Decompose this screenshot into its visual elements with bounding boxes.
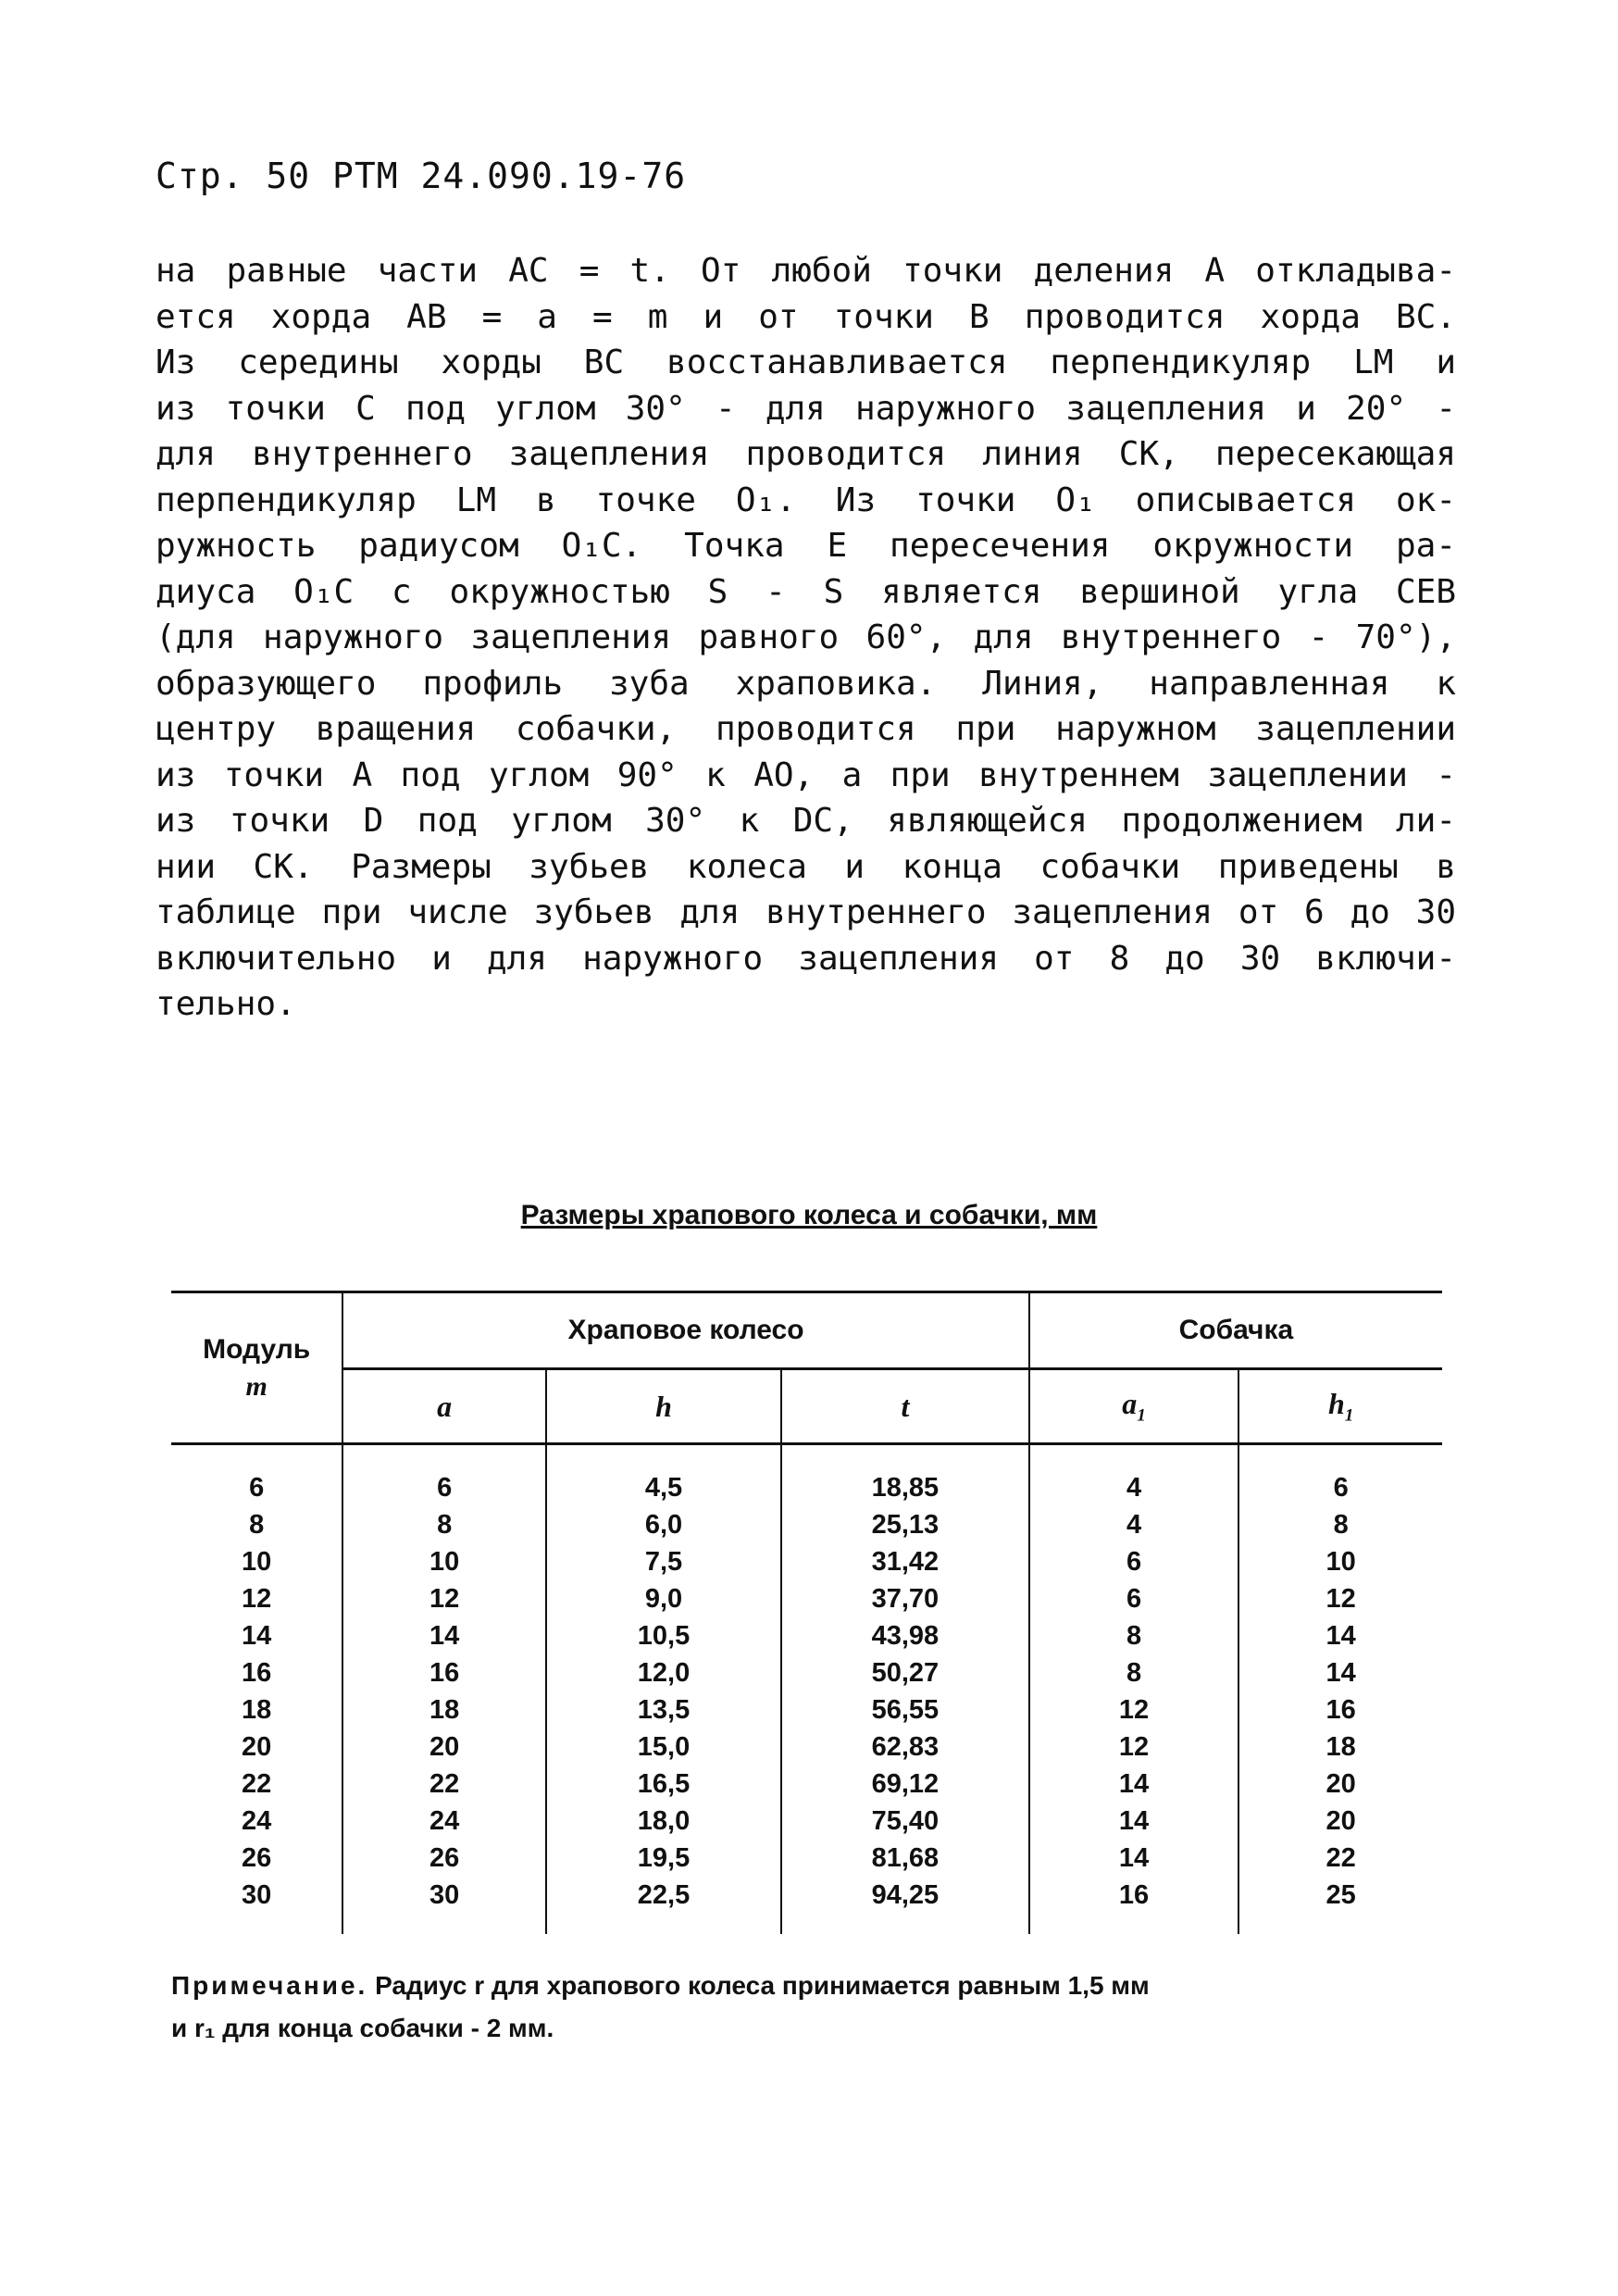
text-line: для внутреннего зацепления проводится линия СК, пересекающая bbox=[156, 435, 1456, 473]
table-row bbox=[171, 1444, 1442, 1507]
table-cell: 4,5 bbox=[546, 1444, 781, 1507]
table-cell: 31,42 bbox=[781, 1543, 1029, 1580]
table-cell: 22 bbox=[1238, 1840, 1442, 1877]
table-cell: 14 bbox=[1238, 1654, 1442, 1691]
table-cell: 15,0 bbox=[546, 1728, 781, 1766]
table-cell: 12 bbox=[342, 1580, 546, 1617]
table-cell: 12 bbox=[242, 1583, 272, 1614]
table-cell: 18 bbox=[342, 1691, 546, 1728]
table-cell: 22,5 bbox=[546, 1877, 781, 1934]
table-cell: 19,5 bbox=[546, 1840, 781, 1877]
text-line: ружность радиусом О₁С. Точка Е пересечения окружности ра- bbox=[156, 527, 1456, 565]
table-row bbox=[171, 1840, 1442, 1877]
table-cell: 14 bbox=[342, 1617, 546, 1654]
table-cell: 25 bbox=[1238, 1877, 1442, 1934]
column-header-h1 bbox=[1238, 1369, 1442, 1444]
a1-symbol: a bbox=[1122, 1386, 1138, 1420]
column-header-a1 bbox=[1029, 1369, 1239, 1444]
text-line: Из середины хорды ВС восстанавливается перпендикуляр LM и bbox=[156, 343, 1456, 381]
note-text-1: Радиус r для храпового колеса принимается равным 1,5 мм bbox=[375, 1971, 1150, 2000]
table-cell: 14 bbox=[1029, 1766, 1239, 1803]
text-line: перпендикуляр LM в точке О₁. Из точки О₁ описывается ок- bbox=[156, 480, 1456, 519]
table-cell: 30 bbox=[342, 1877, 546, 1934]
table-cell: 18 bbox=[242, 1694, 272, 1725]
table-cell: 10 bbox=[1238, 1543, 1442, 1580]
table-row bbox=[171, 1691, 1442, 1728]
table-cell: 30 bbox=[242, 1879, 272, 1910]
text-line: тельно. bbox=[156, 985, 296, 1023]
table-row bbox=[171, 1728, 1442, 1766]
table-cell: 26 bbox=[242, 1842, 272, 1873]
table-cell: 6,0 bbox=[546, 1506, 781, 1543]
table-row bbox=[171, 1654, 1442, 1691]
column-header-t: t bbox=[781, 1369, 1029, 1444]
table-cell: 24 bbox=[242, 1805, 272, 1836]
column-header-module bbox=[171, 1292, 342, 1444]
table-cell: 6 bbox=[249, 1472, 265, 1503]
table-cell: 10,5 bbox=[546, 1617, 781, 1654]
table-cell: 16,5 bbox=[546, 1766, 781, 1803]
table-cell: 8 bbox=[1029, 1617, 1239, 1654]
text-line: на равные части АС = t. От любой точки деления А откладыва- bbox=[156, 252, 1456, 290]
table-row bbox=[171, 1543, 1442, 1580]
text-line: ется хорда АВ = a = m и от точки В проводится хорда ВС. bbox=[156, 297, 1456, 336]
table-cell: 62,83 bbox=[781, 1728, 1029, 1766]
table-cell: 20 bbox=[1238, 1766, 1442, 1803]
table-cell: 75,40 bbox=[781, 1803, 1029, 1840]
table-cell: 43,98 bbox=[781, 1617, 1029, 1654]
table-cell: 20 bbox=[242, 1731, 272, 1762]
text-line: из точки А под углом 90° к АО, а при внутреннем зацеплении - bbox=[156, 755, 1456, 794]
table-cell: 22 bbox=[342, 1766, 546, 1803]
table-row bbox=[171, 1580, 1442, 1617]
table-cell: 18 bbox=[1238, 1728, 1442, 1766]
text-line: (для наружного зацепления равного 60°, для внутреннего - 70°), bbox=[156, 618, 1456, 656]
table-cell: 16 bbox=[242, 1657, 272, 1688]
table-cell: 8 bbox=[342, 1506, 546, 1543]
body-paragraph bbox=[156, 248, 1456, 1028]
column-header-a: a bbox=[342, 1369, 546, 1444]
table-cell: 4 bbox=[1029, 1506, 1239, 1543]
text-line: таблице при числе зубьев для внутреннего зацепления от 6 до 30 bbox=[156, 893, 1456, 931]
table-cell: 10 bbox=[342, 1543, 546, 1580]
table-cell: 6 bbox=[1029, 1580, 1239, 1617]
table-cell: 50,27 bbox=[781, 1654, 1029, 1691]
table-cell: 37,70 bbox=[781, 1580, 1029, 1617]
table-cell: 10 bbox=[242, 1546, 272, 1577]
table-caption bbox=[0, 1200, 1618, 1231]
table-cell: 14 bbox=[242, 1620, 272, 1651]
text-line: включительно и для наружного зацепления от 8 до 30 включи- bbox=[156, 939, 1456, 978]
h1-symbol: h bbox=[1327, 1386, 1345, 1420]
table-cell: 14 bbox=[1029, 1803, 1239, 1840]
table-cell: 6 bbox=[1029, 1543, 1239, 1580]
text-line: нии СК. Размеры зубьев колеса и конца собачки приведены в bbox=[156, 847, 1456, 886]
table-cell: 20 bbox=[1238, 1803, 1442, 1840]
table-cell: 81,68 bbox=[781, 1840, 1029, 1877]
table-cell: 8 bbox=[1238, 1506, 1442, 1543]
text-line: центру вращения собачки, проводится при наружном зацеплении bbox=[156, 710, 1456, 748]
table-cell: 4 bbox=[1029, 1444, 1239, 1507]
note-line-2: и r₁ для конца собачки - 2 мм. bbox=[171, 2014, 554, 2042]
table-cell: 25,13 bbox=[781, 1506, 1029, 1543]
table-note bbox=[171, 1965, 1458, 2050]
table-cell: 16 bbox=[1029, 1877, 1239, 1934]
table-cell: 18,0 bbox=[546, 1803, 781, 1840]
table-cell: 20 bbox=[342, 1728, 546, 1766]
table-row bbox=[171, 1877, 1442, 1934]
dimensions-table bbox=[171, 1291, 1442, 1934]
table-cell: 22 bbox=[242, 1768, 272, 1799]
table-body bbox=[171, 1444, 1442, 1935]
table-cell: 69,12 bbox=[781, 1766, 1029, 1803]
table-caption-text: Размеры храпового колеса и собачки, мм bbox=[520, 1200, 1098, 1230]
text-line: диуса О₁С с окружностью S - S является вершиной угла СЕВ bbox=[156, 572, 1456, 611]
table-cell: 14 bbox=[1029, 1840, 1239, 1877]
table-row bbox=[171, 1506, 1442, 1543]
note-label: Примечание. bbox=[171, 1971, 368, 2000]
table-cell: 26 bbox=[342, 1840, 546, 1877]
table-cell: 56,55 bbox=[781, 1691, 1029, 1728]
column-header-h: h bbox=[546, 1369, 781, 1444]
table-cell: 12,0 bbox=[546, 1654, 781, 1691]
table-cell: 12 bbox=[1029, 1728, 1239, 1766]
table-cell: 16 bbox=[342, 1654, 546, 1691]
dimensions-table-container bbox=[171, 1291, 1442, 1934]
table-cell: 14 bbox=[1238, 1617, 1442, 1654]
group-header-ratchet-wheel: Храповое колесо bbox=[342, 1292, 1028, 1369]
module-label: Модуль bbox=[203, 1333, 311, 1365]
text-line: образующего профиль зуба храповика. Линия, направленная к bbox=[156, 664, 1456, 703]
table-cell: 13,5 bbox=[546, 1691, 781, 1728]
table-cell: 8 bbox=[249, 1509, 265, 1540]
table-cell: 8 bbox=[1029, 1654, 1239, 1691]
note-line-1 bbox=[171, 1965, 1458, 2007]
text-line: из точки D под углом 30° к DC, являющейся продолжением ли- bbox=[156, 802, 1456, 840]
table-cell: 16 bbox=[1238, 1691, 1442, 1728]
table-row bbox=[171, 1617, 1442, 1654]
table-cell: 9,0 bbox=[546, 1580, 781, 1617]
table-cell: 6 bbox=[342, 1444, 546, 1507]
table-cell: 12 bbox=[1029, 1691, 1239, 1728]
table-cell: 18,85 bbox=[781, 1444, 1029, 1507]
table-cell: 12 bbox=[1238, 1580, 1442, 1617]
h1-subscript: 1 bbox=[1344, 1405, 1354, 1426]
group-header-pawl: Собачка bbox=[1029, 1292, 1442, 1369]
table-cell: 24 bbox=[342, 1803, 546, 1840]
text-line: из точки С под углом 30° - для наружного зацепления и 20° - bbox=[156, 389, 1456, 428]
table-row bbox=[171, 1803, 1442, 1840]
table-cell: 94,25 bbox=[781, 1877, 1029, 1934]
table-cell: 6 bbox=[1238, 1444, 1442, 1507]
module-symbol: m bbox=[245, 1370, 268, 1402]
a1-subscript: 1 bbox=[1137, 1405, 1146, 1426]
table-cell: 7,5 bbox=[546, 1543, 781, 1580]
table-row bbox=[171, 1766, 1442, 1803]
page-header: Стр. 50 РТМ 24.090.19-76 bbox=[156, 156, 687, 196]
